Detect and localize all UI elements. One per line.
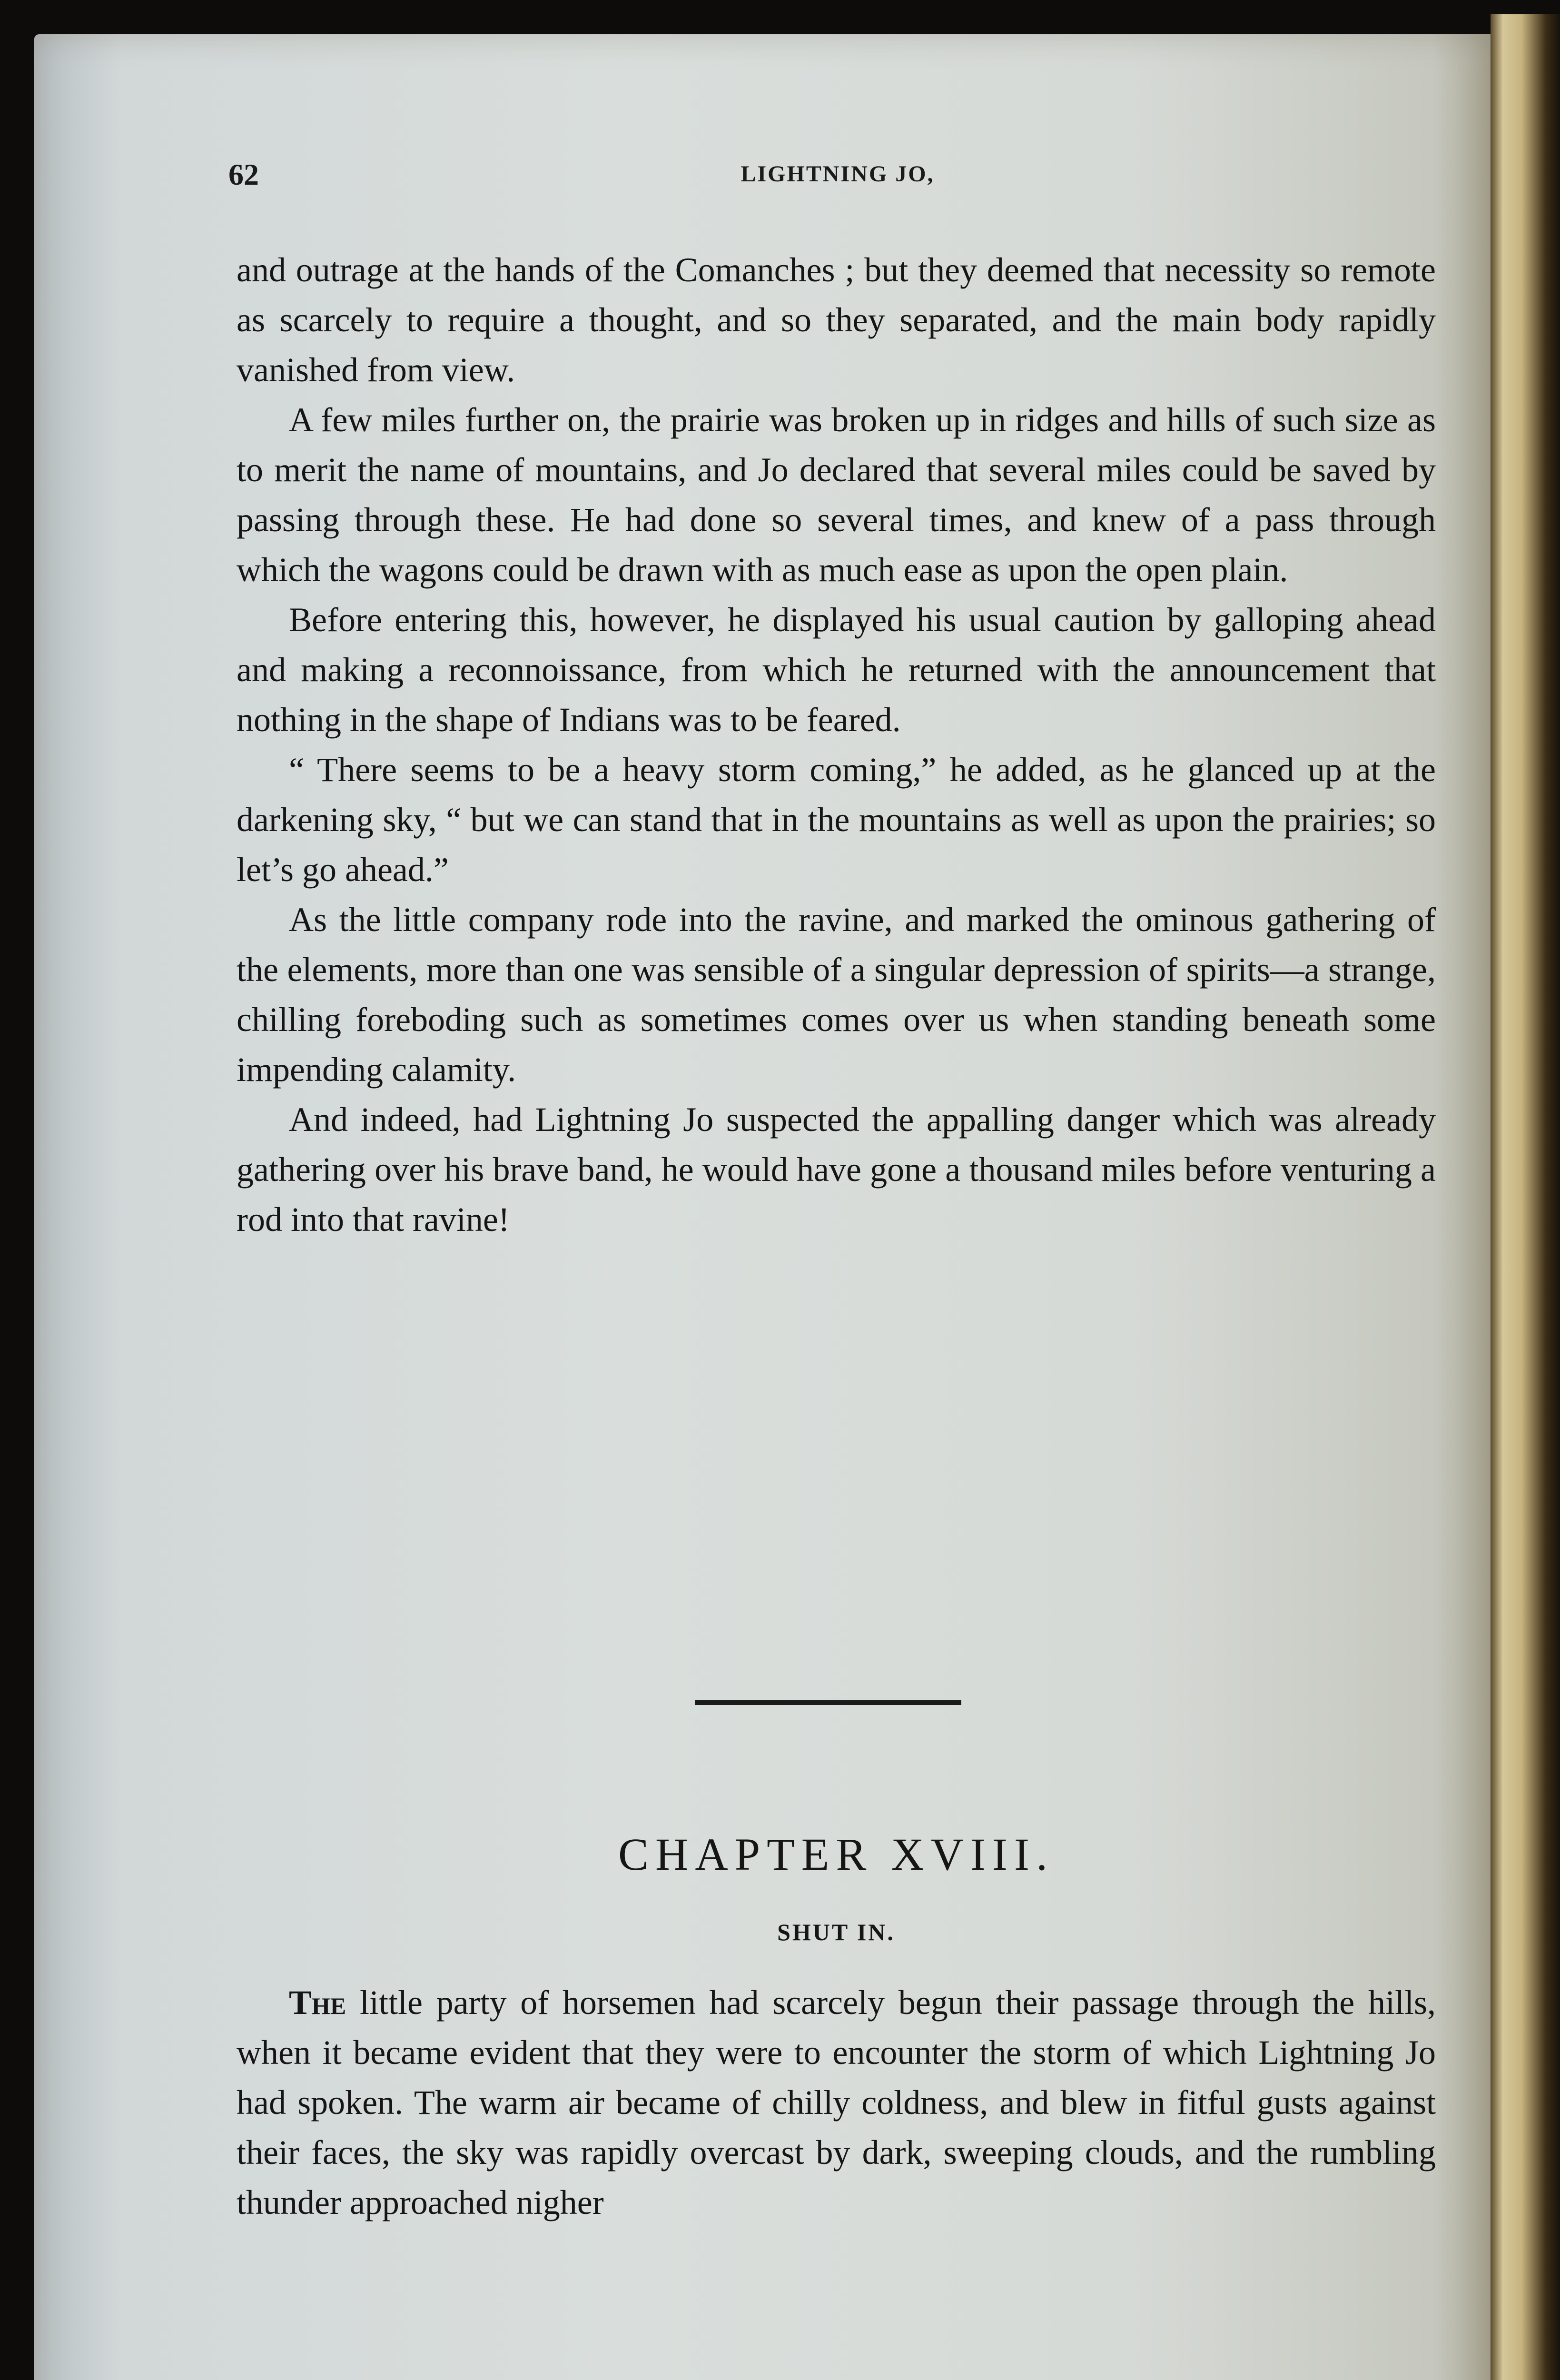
chapter-heading: CHAPTER XVIII. [618, 1829, 1054, 1880]
chapter-opening-paragraph [237, 1978, 1436, 2228]
body-text [237, 245, 1436, 1245]
section-divider [695, 1700, 961, 1705]
page-number: 62 [228, 158, 259, 191]
paragraph: and outrage at the hands of the Comanches ; but they deemed that necessity so remote as scarcely to require a thought, and so they separated, and the main body rapidly vanished from view. [237, 251, 1436, 389]
chapter-text [237, 1978, 1436, 2228]
running-head [228, 157, 1447, 200]
paragraph: As the little company rode into the ravine, and marked the ominous gathering of the elements, more than one was sensible of a singular depression of spirits—a strange, chilling foreboding such as sometimes comes over us when standing beneath some impending calamity. [237, 901, 1436, 1089]
running-title: LIGHTNING JO, [741, 161, 935, 187]
lead-word: The [289, 1983, 346, 2022]
chapter-subtitle: SHUT IN. [777, 1919, 895, 1945]
opening-text: little party of horsemen had scarcely begun their passage through the hills, when it became evident that they were to encounter the storm of which Lightning Jo had spoken. The warm air became of chilly coldness, and blew in fitful gusts against their faces, the sky was rapidly overcast by dark, sweeping clouds, and the rumbling thunder approached nigher [237, 1983, 1436, 2221]
paragraph: Before entering this, however, he displayed his usual caution by galloping ahead and making a reconnoissance, from which he returned with the announcement that nothing in the shape of Indians was to be feared. [237, 601, 1436, 739]
book-spine [1491, 14, 1560, 2380]
paragraph: “ There seems to be a heavy storm coming,” he added, as he glanced up at the darkening sky, “ but we can stand that in the mountains as well as upon the prairies; so let’s go ahead.” [237, 751, 1436, 889]
paragraph: And indeed, had Lightning Jo suspected the appalling danger which was already gathering over his brave band, he would have gone a thousand miles before venturing a rod into that ravine! [237, 1101, 1436, 1239]
paragraph: A few miles further on, the prairie was broken up in ridges and hills of such size as to merit the name of mountains, and Jo declared that several miles could be saved by passing through these. He had done so several times, and knew of a pass through which the wagons could be drawn with as much ease as upon the open plain. [237, 401, 1436, 589]
